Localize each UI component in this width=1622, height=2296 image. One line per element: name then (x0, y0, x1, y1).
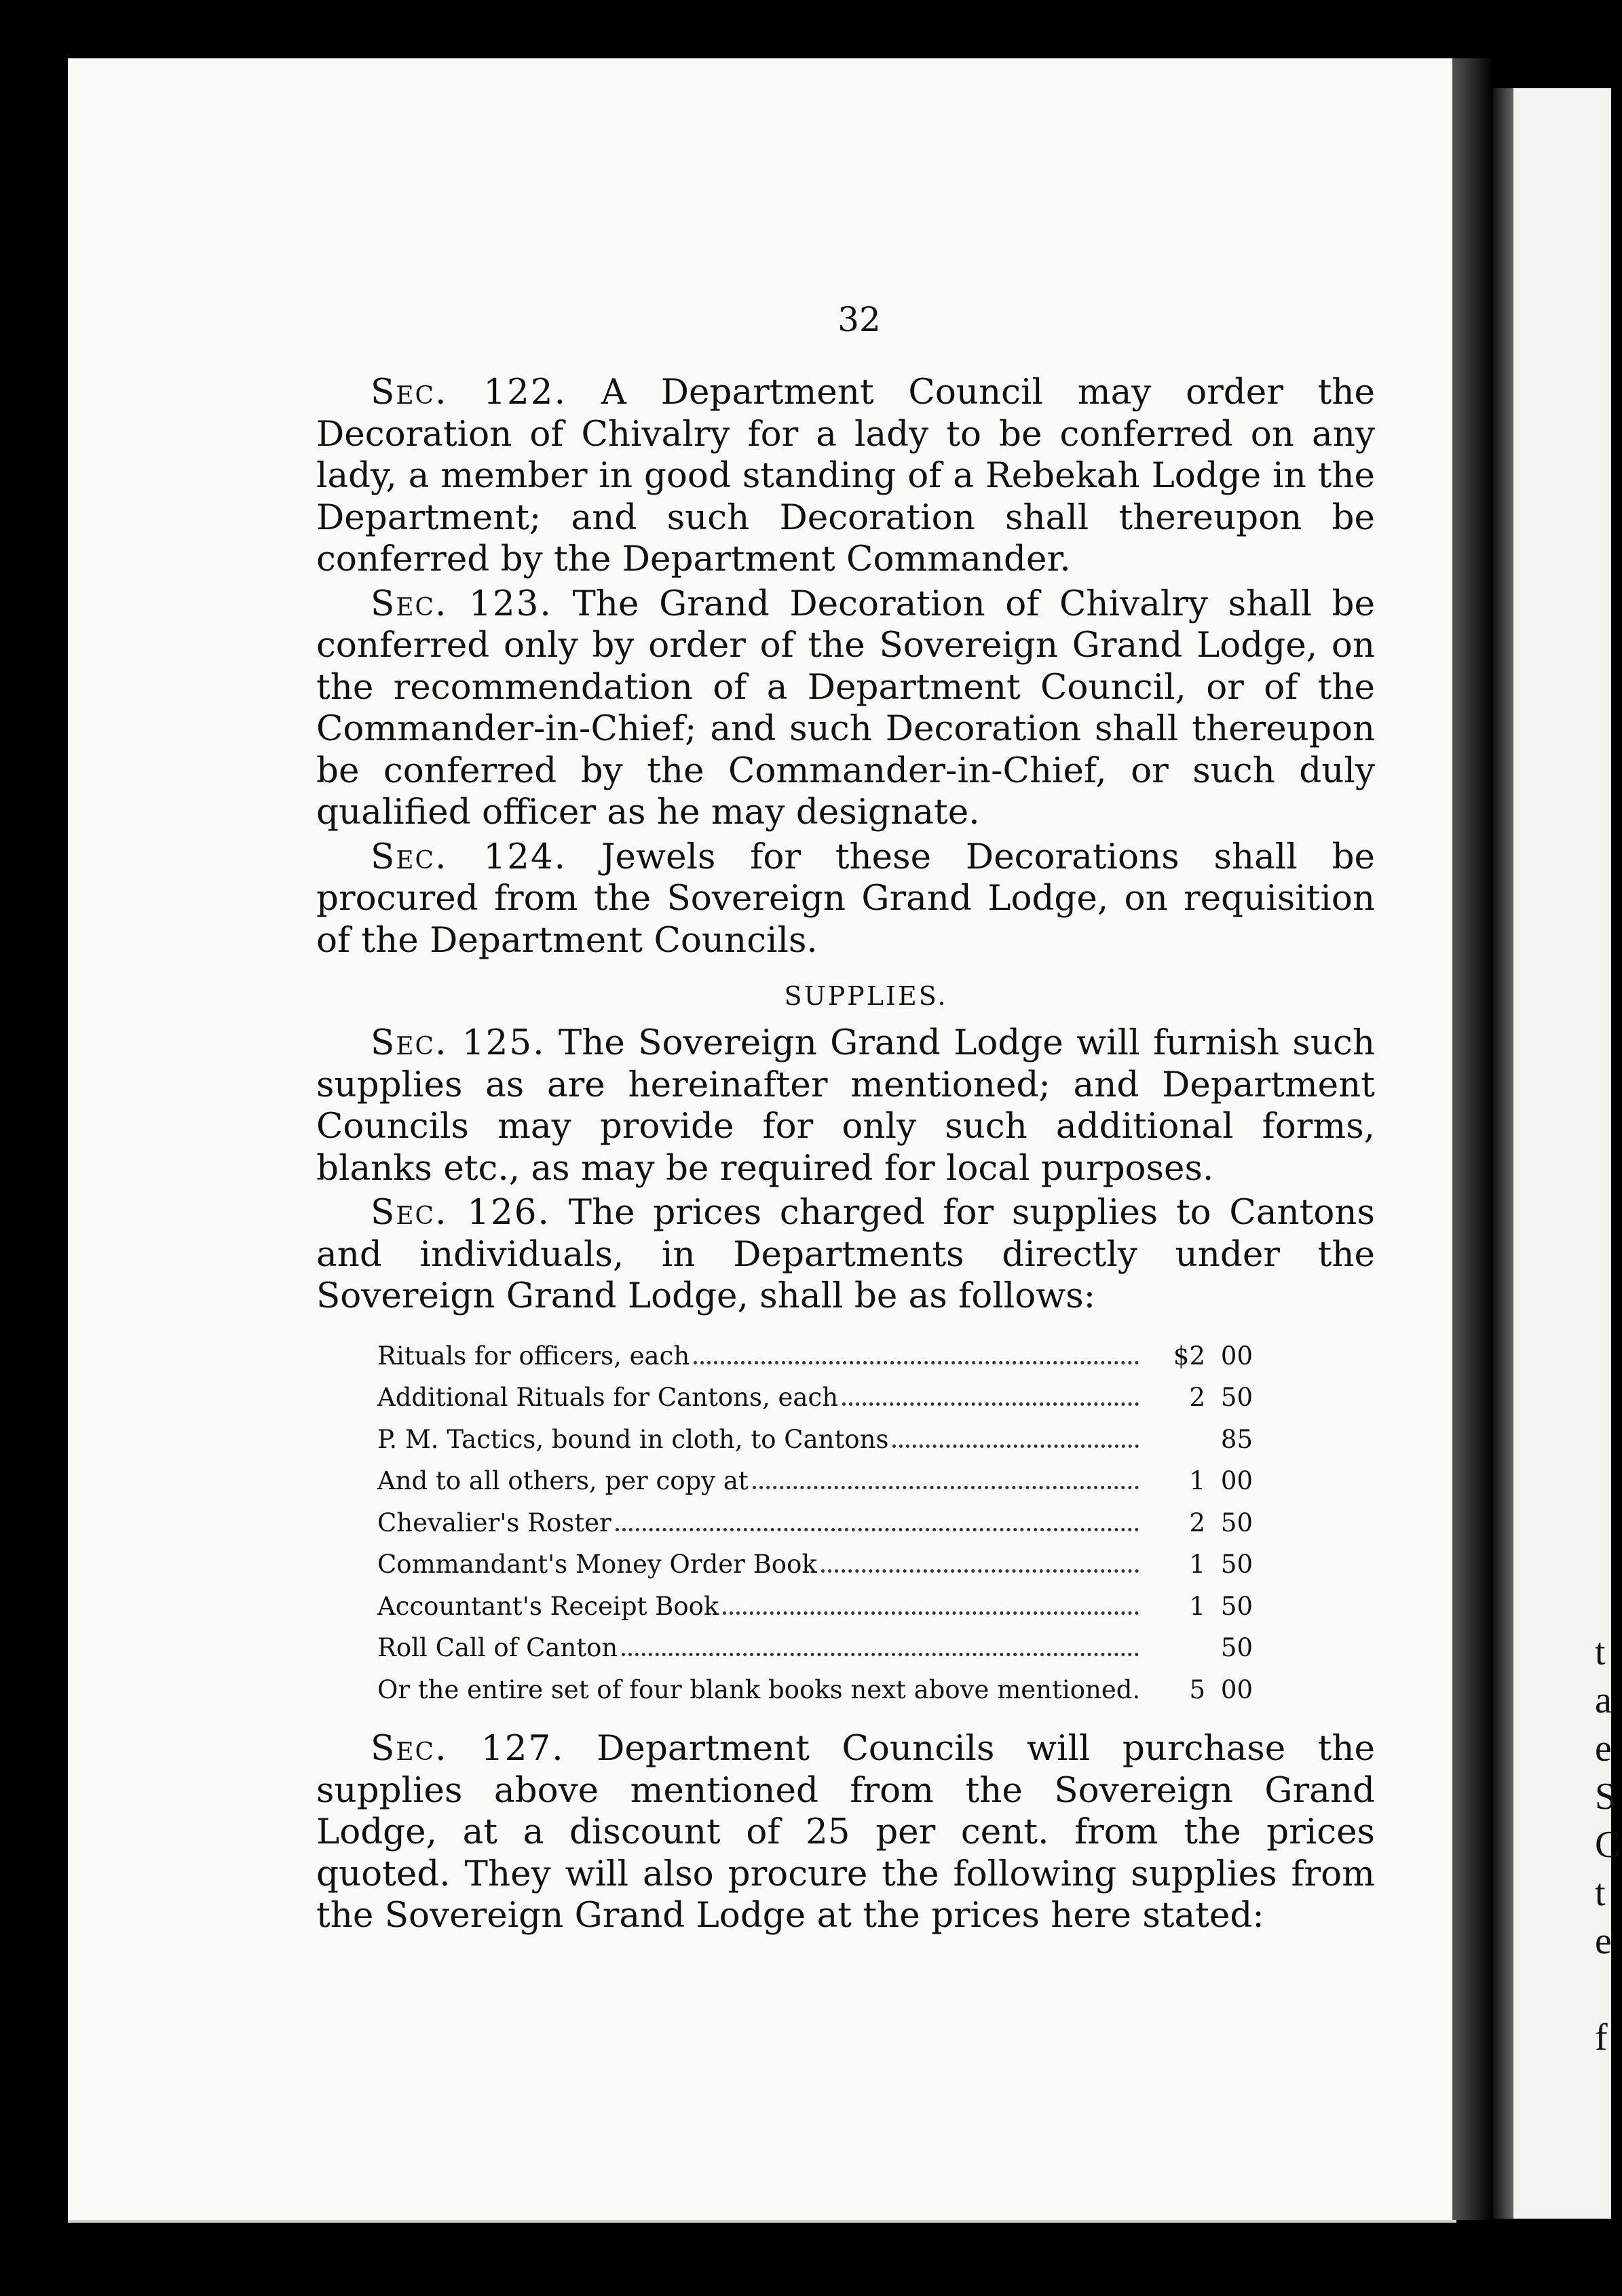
price-item: Chevalier's Roster (377, 1508, 611, 1537)
price-cents: 85 (1220, 1424, 1253, 1454)
price-list (377, 1335, 1253, 1711)
paragraphs-before (316, 372, 1375, 961)
section-text: The Sovereign Grand Lodge will furnish such supplies as are hereinafter mentioned; and Department Councils may provide for only such additional forms, blanks etc., as may be required for local purposes. (316, 1022, 1376, 1189)
fragment-letter: e (1595, 1727, 1612, 1769)
price-row (377, 1586, 1253, 1628)
price-item: P. M. Tactics, bound in cloth, to Cantons (377, 1424, 889, 1454)
section-text: The Grand Decoration of Chivalry shall be conferred only by order of the Sovereign Grand Lodge, on the recommendation of a Department Council, or of the Commander-in-Chief; and such Decoration shall thereupon be conferred by the Commander-in-Chief, or such duly qualified officer as he may designate. (316, 583, 1376, 833)
adjacent-page-fragment (1595, 1628, 1622, 2062)
price-row (377, 1627, 1253, 1669)
dot-leader: . (1132, 1675, 1141, 1704)
paragraphs-middle (316, 1022, 1375, 1318)
fragment-letter: f (1595, 2016, 1608, 2059)
price-cents: 00 (1220, 1675, 1253, 1704)
section-text: The prices charged for supplies to Cantons and individuals, in Departments directly under the Sovereign Grand Lodge, shall be as follows: (316, 1192, 1375, 1316)
section-paragraph (316, 837, 1375, 962)
fragment-letter: S (1595, 1776, 1617, 1818)
dot-leader (753, 1486, 1139, 1489)
price-item: Roll Call of Canton (377, 1633, 618, 1662)
page-number: 32 (837, 300, 881, 339)
adjacent-page-binding (1493, 88, 1513, 2219)
section-heading: SUPPLIES. (784, 981, 948, 1011)
section-paragraph (316, 1022, 1375, 1189)
price-cents: 50 (1220, 1508, 1253, 1537)
price-row (377, 1502, 1253, 1544)
page-text (316, 300, 1376, 1940)
section-label: Sec. 123. (371, 583, 552, 624)
fragment-letter (1595, 1966, 1622, 2014)
price-item: Accountant's Receipt Book (377, 1591, 719, 1621)
price-row (377, 1669, 1253, 1711)
fragment-letter: a (1595, 1679, 1612, 1721)
section-text: Jewels for these Decorations shall be procured from the Sovereign Grand Lodge, on requisition of the Department Councils. (316, 836, 1376, 961)
price-item: Or the entire set of four blank books next above mentioned (377, 1675, 1133, 1704)
section-paragraph (316, 1192, 1375, 1318)
adjacent-page-edge (1493, 88, 1621, 2219)
price-item: Additional Rituals for Cantons, each (377, 1383, 839, 1412)
price-cents: 50 (1220, 1591, 1253, 1621)
dot-leader (892, 1444, 1139, 1448)
price-item: And to all others, per copy at (377, 1466, 749, 1495)
paragraphs-after (316, 1728, 1375, 1937)
dot-leader (821, 1569, 1139, 1573)
section-text: A Department Council may order the Decoration of Chivalry for a lady to be conferred on any lady, a member in good standing of a Rebekah Lodge in the Department; and such Decoration shall thereupon be conferred by the Department Commander. (316, 372, 1375, 579)
dot-leader (842, 1402, 1139, 1406)
page-gutter-shadow (1452, 58, 1493, 2220)
price-cents: 50 (1220, 1550, 1253, 1579)
price-item: Rituals for officers, each (377, 1341, 690, 1371)
fragment-letter: t (1595, 1872, 1606, 1914)
section-label: Sec. 125. (371, 1022, 546, 1063)
price-dollars: 5 (1189, 1675, 1205, 1704)
dot-leader (723, 1611, 1139, 1615)
dot-leader (616, 1528, 1139, 1531)
section-label: Sec. 122. (371, 372, 567, 413)
price-row (377, 1419, 1253, 1461)
price-row (377, 1544, 1253, 1586)
price-dollars: 2 (1189, 1508, 1205, 1537)
price-row (377, 1335, 1253, 1377)
price-dollars: 1 (1189, 1550, 1205, 1579)
section-label: Sec. 127. (371, 1728, 565, 1769)
book-page (68, 58, 1456, 2223)
section-paragraph (316, 583, 1375, 834)
price-item: Commandant's Money Order Book (377, 1550, 817, 1579)
fragment-letter: e (1595, 1920, 1612, 1962)
price-dollars: $2 (1173, 1341, 1205, 1371)
price-dollars: 1 (1189, 1591, 1205, 1621)
fragment-letter: C (1595, 1824, 1621, 1866)
price-cents: 00 (1220, 1341, 1253, 1371)
fragment-letter: t (1595, 1631, 1606, 1673)
section-paragraph (316, 372, 1375, 581)
price-cents: 50 (1220, 1383, 1253, 1412)
section-paragraph (316, 1728, 1375, 1937)
section-text: Department Councils will purchase the supplies above mentioned from the Sovereign Grand Lodge, at a discount of 25 per cent. from the prices quoted. They will also procure the following supplies from the Sovereign Grand Lodge at the prices here stated: (316, 1728, 1376, 1936)
dot-leader (622, 1653, 1139, 1656)
dot-leader (694, 1361, 1139, 1364)
section-label: Sec. 124. (371, 836, 567, 877)
price-dollars: 2 (1189, 1383, 1205, 1412)
price-row (377, 1460, 1253, 1502)
price-row (377, 1377, 1253, 1419)
section-label: Sec. 126. (371, 1192, 550, 1233)
price-dollars: 1 (1189, 1466, 1205, 1495)
price-cents: 00 (1220, 1466, 1253, 1495)
price-cents: 50 (1220, 1633, 1253, 1662)
